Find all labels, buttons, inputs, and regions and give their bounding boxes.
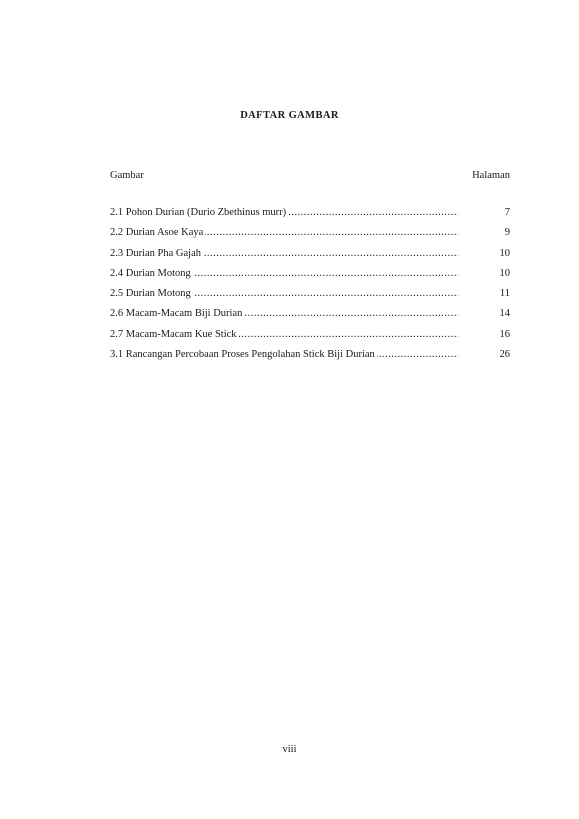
entry-label: 2.7 Macam-Macam Kue Stick ..... (110, 328, 458, 342)
page-number: viii (282, 744, 297, 755)
column-header-figure: Gambar (110, 170, 144, 181)
list-item[interactable] (110, 348, 510, 368)
list-item[interactable] (110, 307, 510, 327)
entry-label: 2.6 Macam-Macam Biji Durian ..... (110, 307, 458, 321)
list-item[interactable] (110, 328, 510, 348)
entry-page-number: 7 (504, 207, 510, 218)
entry-label: 2.1 Pohon Durian (Durio Zbethinus murr) ..... (110, 206, 458, 220)
list-item[interactable] (110, 206, 510, 226)
entry-page-number: 10 (499, 247, 510, 259)
entry-label: 2.5 Durian Motong ..... (110, 287, 458, 301)
entry-page-number: 14 (499, 308, 510, 320)
entry-page-number: 10 (499, 267, 510, 279)
list-item[interactable] (110, 226, 510, 246)
column-header-page: Halaman (472, 170, 510, 181)
entry-label: 3.1 Rancangan Percobaan Proses Pengolahan Stick Biji Durian ..... (110, 348, 458, 362)
list-item[interactable] (110, 287, 510, 307)
list-item[interactable] (110, 247, 510, 267)
entry-page-number: 16 (499, 328, 510, 340)
figure-list (110, 206, 510, 368)
entry-label: 2.2 Durian Asoe Kaya ..... (110, 226, 458, 240)
entry-page-number: 11 (499, 288, 510, 300)
entry-page-number: 26 (499, 349, 510, 361)
page-title: DAFTAR GAMBAR (240, 110, 339, 121)
entry-label: 2.4 Durian Motong ..... (110, 267, 458, 281)
entry-label: 2.3 Durian Pha Gajah ..... (110, 247, 458, 261)
entry-page-number: 9 (504, 227, 510, 239)
list-item[interactable] (110, 267, 510, 287)
